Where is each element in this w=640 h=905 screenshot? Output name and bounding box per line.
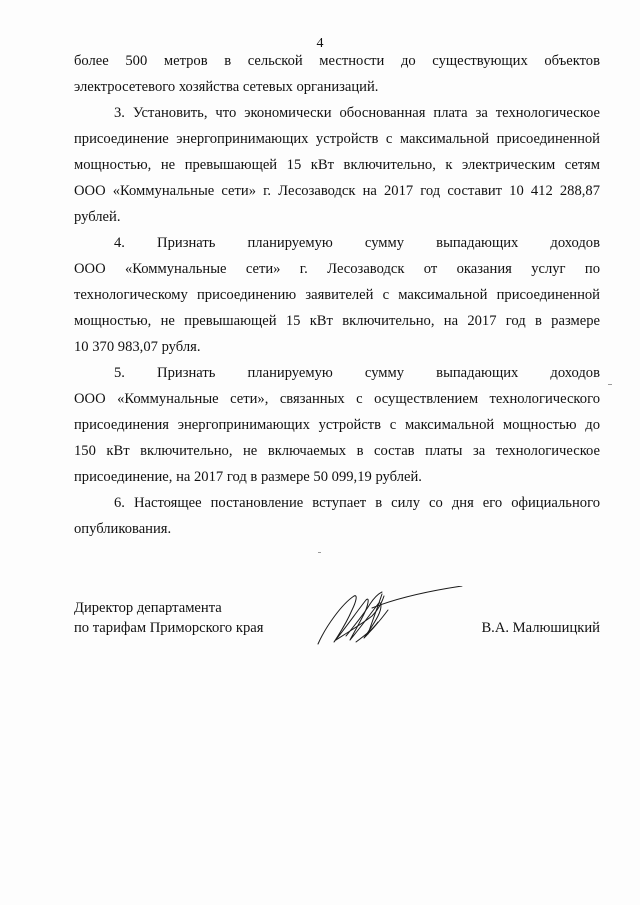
text-line: опубликования. <box>74 521 172 537</box>
paragraph-3 <box>74 100 600 230</box>
text-line: технологическому присоединению заявителей с максимальной присоединенной <box>74 287 600 303</box>
page-number: 4 <box>316 36 324 51</box>
position-line: по тарифам Приморского края <box>74 620 264 636</box>
paragraph-continued <box>74 48 600 100</box>
text-line: более 500 метров в сельской местности до существующих объектов <box>74 53 600 69</box>
text-line: 4. Признать планируемую сумму выпадающих доходов <box>114 235 600 251</box>
text-line: присоединение энергопринимающих устройств с максимальной присоединенной <box>74 131 600 147</box>
text-line: 5. Признать планируемую сумму выпадающих доходов <box>114 365 600 381</box>
signature-block <box>74 598 600 658</box>
text-line: 10 370 983,07 рубля. <box>74 339 201 355</box>
text-line: электросетевого хозяйства сетевых организаций. <box>74 79 379 95</box>
text-line: ООО «Коммунальные сети» г. Лесозаводск от оказания услуг по <box>74 261 600 277</box>
paragraph-5 <box>74 360 600 490</box>
text-line: мощностью, не превышающей 15 кВт включительно, на 2017 год в размере <box>74 313 600 329</box>
scan-speck <box>318 552 321 553</box>
text-line: рублей. <box>74 209 121 225</box>
text-line: ООО «Коммунальные сети», связанных с осуществлением технологического <box>74 391 600 407</box>
text-line: 150 кВт включительно, не включаемых в состав платы за технологическое <box>74 443 600 459</box>
document-body <box>74 48 600 542</box>
signatory-name: В.А. Малюшицкий <box>481 620 600 636</box>
text-line: присоединение, на 2017 год в размере 50 099,19 рублей. <box>74 469 422 485</box>
scan-speck <box>608 384 612 385</box>
handwritten-signature <box>312 586 472 656</box>
position-line: Директор департамента <box>74 600 222 616</box>
paragraph-4 <box>74 230 600 360</box>
paragraph-6 <box>74 490 600 542</box>
text-line: мощностью, не превышающей 15 кВт включительно, к электрическим сетям <box>74 157 600 173</box>
signatory-position <box>74 598 263 638</box>
text-line: 6. Настоящее постановление вступает в силу со дня его официального <box>114 495 600 511</box>
text-line: присоединения энергопринимающих устройств с максимальной мощностью до <box>74 417 600 433</box>
text-line: 3. Установить, что экономически обоснованная плата за технологическое <box>114 105 600 121</box>
text-line: ООО «Коммунальные сети» г. Лесозаводск на 2017 год составит 10 412 288,87 <box>74 183 600 199</box>
